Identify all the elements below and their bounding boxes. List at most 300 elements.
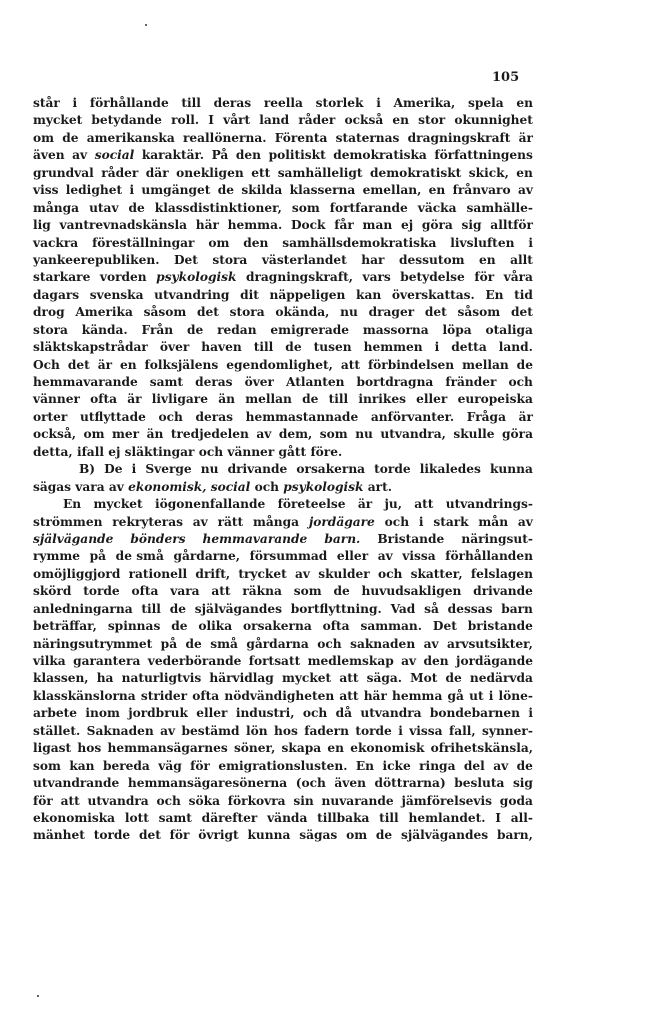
word: dem, [278,427,313,442]
word: till [379,810,399,825]
word: av [517,183,533,198]
word: Och [33,357,60,372]
word: detta, [33,444,73,459]
print-speck [145,24,147,26]
word: demokratiskt [370,165,462,180]
word: barn [501,601,533,616]
word: ju, [384,497,402,512]
word: I [208,113,214,128]
word: det [67,357,90,372]
word: dragningskraft [407,130,511,145]
word: sägas [299,828,338,843]
word: torde [374,462,411,477]
word: samman. [360,619,423,634]
text-line [33,758,533,775]
word: okunnighet [454,113,533,128]
word: bristande [467,619,533,634]
word: tid [514,287,533,302]
text-line [33,322,533,339]
word: Amerika, [393,96,456,110]
word: och [508,375,533,389]
word: haven [201,340,242,355]
word: Det [173,252,198,267]
word: en [327,741,345,756]
word: även [334,776,366,791]
word: bortdragna [356,375,434,389]
word: för [474,270,495,285]
word: av [377,549,393,564]
word: förkovra [227,793,286,808]
word: till [328,392,349,407]
word: att [339,688,359,703]
word: psykologisk [283,479,364,494]
word: ha [96,671,114,686]
word: iögonenfallande [154,497,266,512]
word: På [211,148,229,163]
word: garantera [73,654,141,668]
word: umgänget [141,183,211,198]
word: i [72,96,78,110]
word: amerikanska [86,130,175,145]
word: löne- [498,688,533,703]
word: barn, [496,828,533,843]
word: det [424,305,447,320]
word: näringsutrymmet [33,636,153,651]
word: på [89,549,107,564]
word: torde [355,723,392,738]
text-line [33,444,533,461]
word: här [195,218,219,233]
word: nedärvda [469,671,533,686]
word: bondebarnen [429,706,520,721]
word: emigrerade [270,322,349,337]
word: bereda [102,758,150,773]
word: tillbaka [317,810,370,825]
word: I [495,810,501,825]
word: bönders [130,531,186,546]
word: fränder [445,375,497,389]
word: betydande [91,113,162,128]
word: reallönerna. [182,130,267,145]
word: mycket [281,671,332,686]
word: och [198,444,224,459]
word: självägandes [400,828,489,843]
word: del [463,758,485,773]
word: yankeerepubliken. [33,252,160,267]
word: en [428,183,446,198]
word: som [319,427,348,442]
word: de [186,322,204,337]
word: frånvaro [452,183,511,198]
word: fortfarande [329,200,408,215]
word: författningens [434,148,533,163]
word: spinnas [107,619,161,634]
word: drog [33,305,65,320]
word: skick, [468,165,509,180]
word: de [375,828,393,843]
word: om [33,130,55,145]
word: dit [240,287,259,302]
word: spela [468,96,504,110]
word: till [181,96,201,110]
word: ofta [192,688,220,703]
word: till [253,340,274,355]
word: Vad [390,601,416,616]
word: en [516,96,533,110]
word: Amerika [75,305,133,320]
word: stora [33,322,68,337]
word: eller [196,706,228,721]
text-line [33,636,533,653]
word: av [493,758,509,773]
word: släktskapstrådar [33,340,148,355]
word: i [528,706,533,721]
word: om [208,235,230,250]
word: trycket [238,566,287,581]
text-line [33,426,533,443]
word: att [60,793,80,808]
word: så [424,601,439,616]
word: detta [451,340,487,355]
word: ofrihetskänsla, [430,741,533,756]
word: naturligtvis [121,671,202,686]
word: staternas [335,130,400,145]
word: mycket [93,497,143,512]
word: söka [188,793,221,808]
word: tusen [313,340,352,355]
word: En [355,758,375,773]
word: eller [416,392,448,407]
word: vänner [33,392,80,407]
word: de små [115,549,164,564]
word: kunna [247,828,291,843]
word: hemlandet. [408,810,486,825]
word: orter [33,409,68,424]
word: det [510,305,533,320]
text-line [33,740,533,757]
word: dessas [447,601,493,616]
word: all- [510,810,533,825]
word: svenska [89,287,144,302]
word: man [362,218,393,233]
word: överskattas. [391,287,475,302]
word: folksjälens [144,357,219,372]
word: kan [356,287,382,302]
word: En [63,497,82,512]
word: strömmen [33,514,103,529]
word: och [254,479,279,494]
word: land [259,113,290,128]
word: en [392,113,410,128]
word: av [256,427,272,442]
word: arbete [33,706,77,721]
word: än [146,427,164,442]
word: social [210,479,251,494]
word: såsom [457,305,501,320]
word: hemmen [363,340,423,355]
word: nu [355,427,373,442]
word: döttrarna) [374,776,446,791]
word: sig [461,218,482,233]
word: grundval [33,165,94,180]
word: hemmavarande [33,375,138,389]
word: ledighet [65,183,123,198]
word: kan [69,758,95,773]
word: på [160,636,178,651]
word: att [414,497,434,512]
word: industri, [235,706,295,721]
word: inom [85,706,120,721]
word: emellan, [362,183,422,198]
word: utvandra, [380,427,446,442]
word: fortsatt [248,654,301,668]
word: för [33,793,53,808]
word: hemmavarande [202,531,308,546]
word: de [516,357,533,372]
word: dragningskraft, [245,270,353,285]
word: utvandra [87,793,149,808]
word: samhälle- [466,200,533,215]
word: jämförelsevis [401,793,493,808]
word: som [291,200,320,215]
word: sig [512,776,533,791]
word: att [211,584,231,599]
word: otaliga [485,322,533,337]
text-line [33,548,533,565]
text-line [33,601,533,618]
word: storlek [315,96,364,110]
word: och [377,566,403,581]
word: en [119,357,137,372]
word: härvidlag [209,671,274,686]
word: Bristande [377,531,445,546]
word: (och [295,776,326,791]
word: göra [421,218,453,233]
word: alltför [490,218,533,233]
text-line [33,339,533,356]
word: samt [149,375,184,389]
text-line [33,670,533,687]
word: likaledes [419,462,481,477]
word: starkare [33,270,91,285]
word: bortflyttning. [290,601,382,616]
word: samhällsdemokratiska [282,235,437,250]
word: art. [367,479,392,494]
word: den [423,654,449,668]
word: arvsutsikter, [447,636,533,651]
word: vars [362,270,391,285]
text-line [33,112,533,129]
word: de [333,584,350,599]
word: vända [267,810,308,825]
word: i [398,723,403,738]
word: hemma. [227,218,283,233]
word: om [346,828,368,843]
text-line [33,374,533,391]
word: goda [499,793,533,808]
word: skatter, [410,566,463,581]
word: mellan [462,357,509,372]
word: torde [83,584,120,599]
word: jordägande [456,654,533,668]
word: tredjedelen [170,427,249,442]
word: släktingar [124,444,195,459]
word: saknaden [350,636,416,651]
word: gårdarna [246,636,309,651]
word: utvandrings- [445,497,533,512]
word: många [33,200,80,215]
word: de [128,200,145,215]
word: också [344,113,384,128]
text-line [33,810,533,827]
word: Det [432,619,457,634]
word: klasskänslorna [33,688,136,703]
word: av [294,566,310,581]
word: deras [195,409,233,424]
word: i [528,235,533,250]
word: vissa [402,549,436,564]
word: medlemskap [307,654,394,668]
word: de [171,619,188,634]
word: hos [273,723,298,738]
word: om [83,427,105,442]
word: Förenta [274,130,328,145]
word: utvandring [154,287,230,302]
word: ofta [90,392,118,407]
word: de [185,636,202,651]
word: skörd [33,584,72,599]
word: står [33,96,60,110]
text-line [33,775,533,792]
text-line [33,391,533,408]
word: social [94,148,135,163]
word: vänner [227,444,275,459]
word: torde [93,828,131,843]
word: livsluften [450,235,515,250]
word: livligare [151,392,208,407]
word: Mot [410,671,438,686]
word: såsom [143,305,187,320]
word: försummad [249,549,328,564]
text-line [33,514,533,531]
word: hemmansägarnes [107,741,228,756]
word: företeelse [277,497,346,512]
word: för [190,758,210,773]
word: eller [336,549,369,564]
word: rationell [128,566,188,581]
text-line [33,688,533,705]
word: viss [33,183,59,198]
word: kända. [81,322,128,337]
word: kunna [489,462,533,477]
word: därefter [201,810,258,825]
word: som [293,584,322,599]
text-line [33,827,533,844]
word: söner, [233,741,276,756]
word: är [518,409,533,424]
word: är [518,130,533,145]
word: sägas [33,479,72,494]
word: europeiska [457,392,533,407]
word: Fråga [466,409,506,424]
word: nu [200,462,219,477]
word: stora [212,252,248,267]
word: övrigt [198,828,239,843]
word: B) [79,462,96,477]
page-number: 105 [492,70,520,85]
word: ofta [131,584,159,599]
word: där [145,165,169,180]
word: våra [503,270,533,285]
word: egendomlighet, [226,357,333,372]
word: synner- [482,723,533,738]
word: små [210,636,238,651]
word: den [235,148,262,163]
word: att [340,357,360,372]
print-speck [37,995,39,997]
word: hemmastannade [245,409,359,424]
text-line [33,479,533,496]
word: räkna [242,584,282,599]
word: det [197,305,219,320]
word: vara [170,584,200,599]
word: drift, [195,566,231,581]
word: som [33,758,61,773]
word: ekonomisk [350,741,425,756]
word: Atlanten [285,375,345,389]
text-line [33,705,533,722]
word: lig [33,218,51,233]
word: jordbruk [128,706,188,721]
word: deras [213,96,252,110]
word: över [159,340,190,355]
word: rymme [33,549,81,564]
word: Sverge [145,462,192,477]
word: orsakerna [243,619,312,634]
word: och [302,706,328,721]
word: icke [382,758,411,773]
word: bestämd [181,723,240,738]
word: har [361,252,385,267]
word: löpa [442,322,472,337]
word: lott [124,810,149,825]
word: av [160,723,176,738]
word: De [104,462,123,477]
word: de [169,601,186,616]
word: inrikes [358,392,406,407]
word: väg [158,758,182,773]
word: ekonomiska [33,810,116,825]
word: en [516,165,533,180]
word: hemma [392,688,443,703]
word: deras [195,375,233,389]
word: huvudsakligen [361,584,462,599]
word: västerlandet [261,252,347,267]
text-line [33,252,533,269]
word: ekonomisk, [128,479,207,494]
word: av [108,479,124,494]
word: i [418,514,424,529]
word: för [169,828,190,843]
word: av [401,654,417,668]
word: över [244,375,274,389]
word: mer [112,427,140,442]
word: skulle [453,427,495,442]
text-line [33,217,533,234]
word: göra [502,427,533,442]
word: vackra [33,235,79,250]
word: omöjliggjord [33,566,121,581]
